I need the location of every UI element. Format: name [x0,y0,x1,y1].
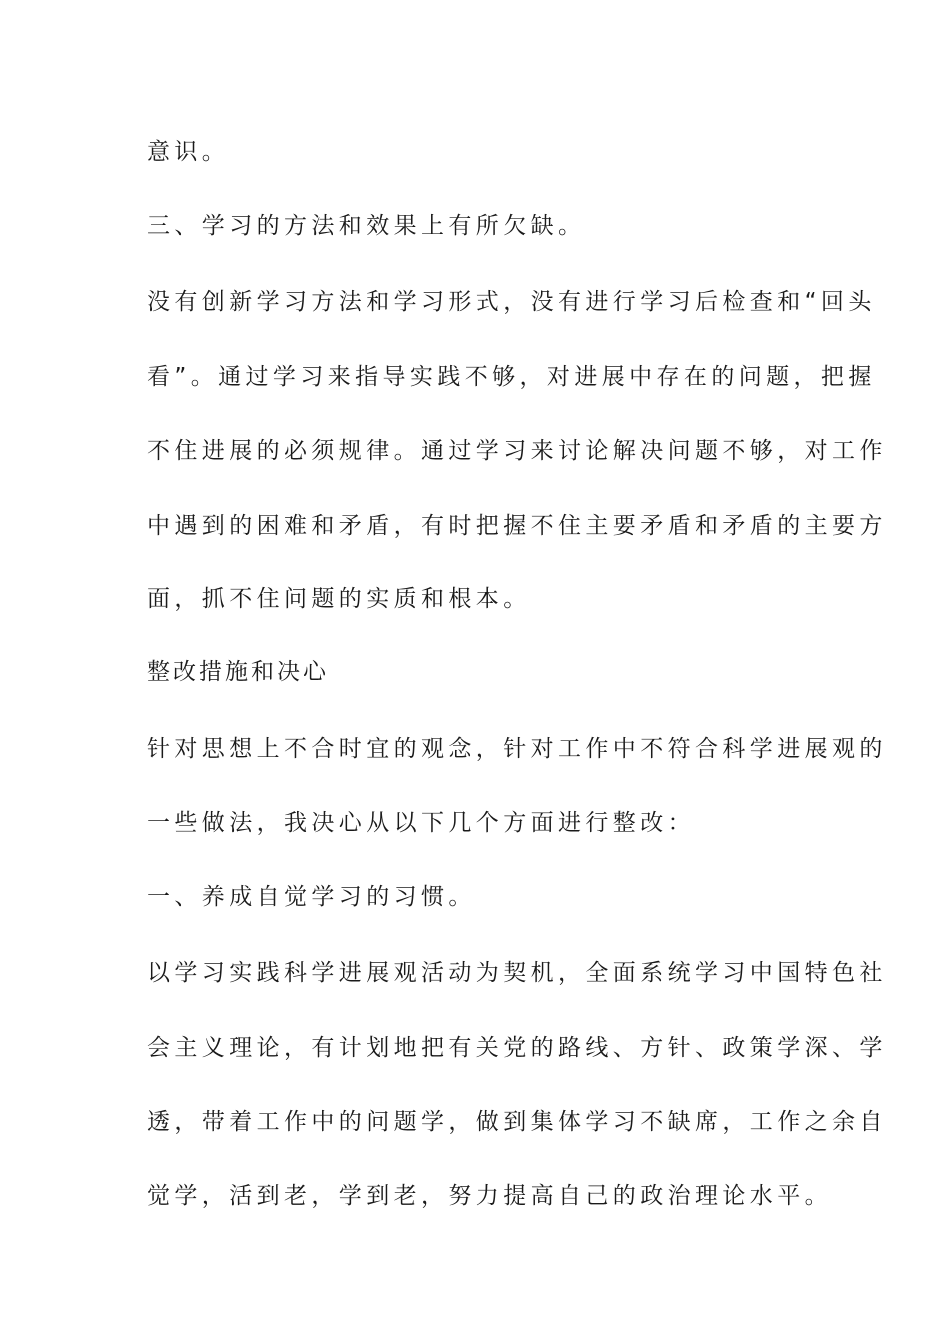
text-line: 面，抓不住问题的实质和根本。 [147,586,531,612]
text-line: 不住进展的必须规律。通过学习来讨论解决问题不够，对工作 [147,438,887,464]
section-title: 整改措施和决心 [147,659,329,685]
text-line: 中遇到的困难和矛盾，有时把握不住主要矛盾和矛盾的主要方 [147,513,887,539]
text-line: 会主义理论，有计划地把有关党的路线、方针、政策学深、学 [147,1035,887,1061]
section-heading-1: 一、养成自觉学习的习惯。 [147,884,476,910]
text-line: 针对思想上不合时宜的观念，针对工作中不符合科学进展观的 [147,736,887,762]
section-heading-3: 三、学习的方法和效果上有所欠缺。 [147,213,586,239]
text-line: 一些做法，我决心从以下几个方面进行整改： [147,810,695,836]
text-line: 看”。通过学习来指导实践不够，对进展中存在的问题，把握 [147,364,876,390]
text-line: 意识。 [147,139,230,165]
text-line: 觉学，活到老，学到老，努力提高自己的政治理论水平。 [147,1183,832,1209]
text-line: 透，带着工作中的问题学，做到集体学习不缺席，工作之余自 [147,1109,887,1135]
text-line: 没有创新学习方法和学习形式，没有进行学习后检查和“回头 [147,289,876,315]
text-line: 以学习实践科学进展观活动为契机，全面系统学习中国特色社 [147,960,887,986]
